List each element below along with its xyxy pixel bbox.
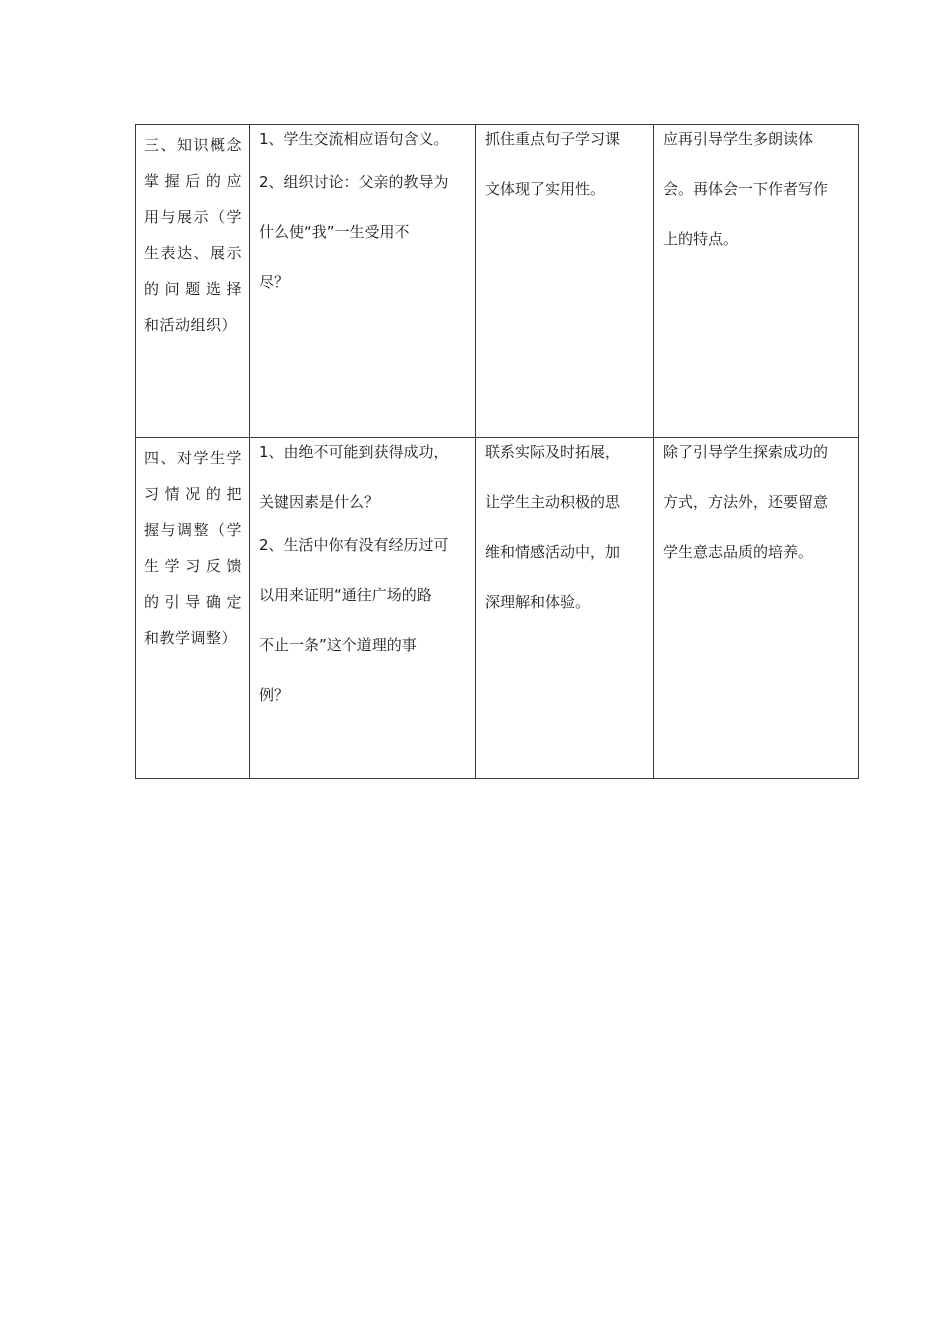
stage-line: 的问题选择: [144, 280, 242, 298]
reflection-line: 除了引导学生探索成功的: [663, 443, 829, 461]
reflection-line: 应再引导学生多朗读体: [663, 130, 814, 148]
reflection-line: 方式，方法外，还要留意: [663, 493, 829, 511]
reflection-line: 学生意志品质的培养。: [663, 543, 814, 561]
stage-line: 生学习反馈: [144, 557, 242, 575]
stage-line: 三、知识概念: [144, 136, 242, 154]
stage-line: 握与调整（学: [144, 521, 242, 539]
activity-line: 关键因素是什么？: [259, 493, 380, 511]
activity-line: 2、组织讨论：父亲的教导为: [259, 173, 449, 191]
reflection-cell: [654, 125, 859, 438]
activity-line: 以用来证明“通往广场的路: [259, 586, 432, 604]
stage-line: 用与展示（学: [144, 208, 242, 226]
table-row: [136, 125, 859, 438]
stage-line: 四、对学生学: [144, 449, 242, 467]
activity-cell: [250, 125, 476, 438]
table-row: [136, 438, 859, 779]
reflection-line: 上的特点。: [663, 230, 739, 248]
activity-line: 1、由绝不可能到获得成功，: [259, 443, 449, 461]
stage-line: 掌握后的应: [144, 172, 242, 190]
stage-line: 生表达、展示: [144, 244, 242, 262]
stage-line: 和教学调整）: [144, 629, 238, 647]
intent-line: 抓住重点句子学习课: [485, 130, 621, 148]
reflection-line: 会。再体会一下作者写作: [663, 180, 829, 198]
activity-line: 1、学生交流相应语句含义。: [259, 130, 449, 148]
activity-line: 什么使“我”一生受用不: [259, 223, 410, 241]
activity-line: 2、生活中你有没有经历过可: [259, 536, 449, 554]
intent-line: 文体现了实用性。: [485, 180, 606, 198]
intent-line: 联系实际及时拓展，: [485, 443, 621, 461]
activity-cell: [250, 438, 476, 779]
intent-cell: [476, 125, 654, 438]
intent-line: 深理解和体验。: [485, 593, 591, 611]
stage-cell: [136, 438, 250, 779]
stage-line: 和活动组织）: [144, 316, 238, 334]
reflection-cell: [654, 438, 859, 779]
lesson-plan-table: [135, 124, 859, 779]
activity-line: 不止一条”这个道理的事: [259, 636, 417, 654]
stage-line: 的引导确定: [144, 593, 242, 611]
intent-cell: [476, 438, 654, 779]
stage-line: 习情况的把: [144, 485, 242, 503]
intent-line: 维和情感活动中，加: [485, 543, 621, 561]
intent-line: 让学生主动积极的思: [485, 493, 621, 511]
activity-line: 例？: [259, 686, 290, 704]
stage-cell: [136, 125, 250, 438]
activity-line: 尽？: [259, 273, 290, 291]
